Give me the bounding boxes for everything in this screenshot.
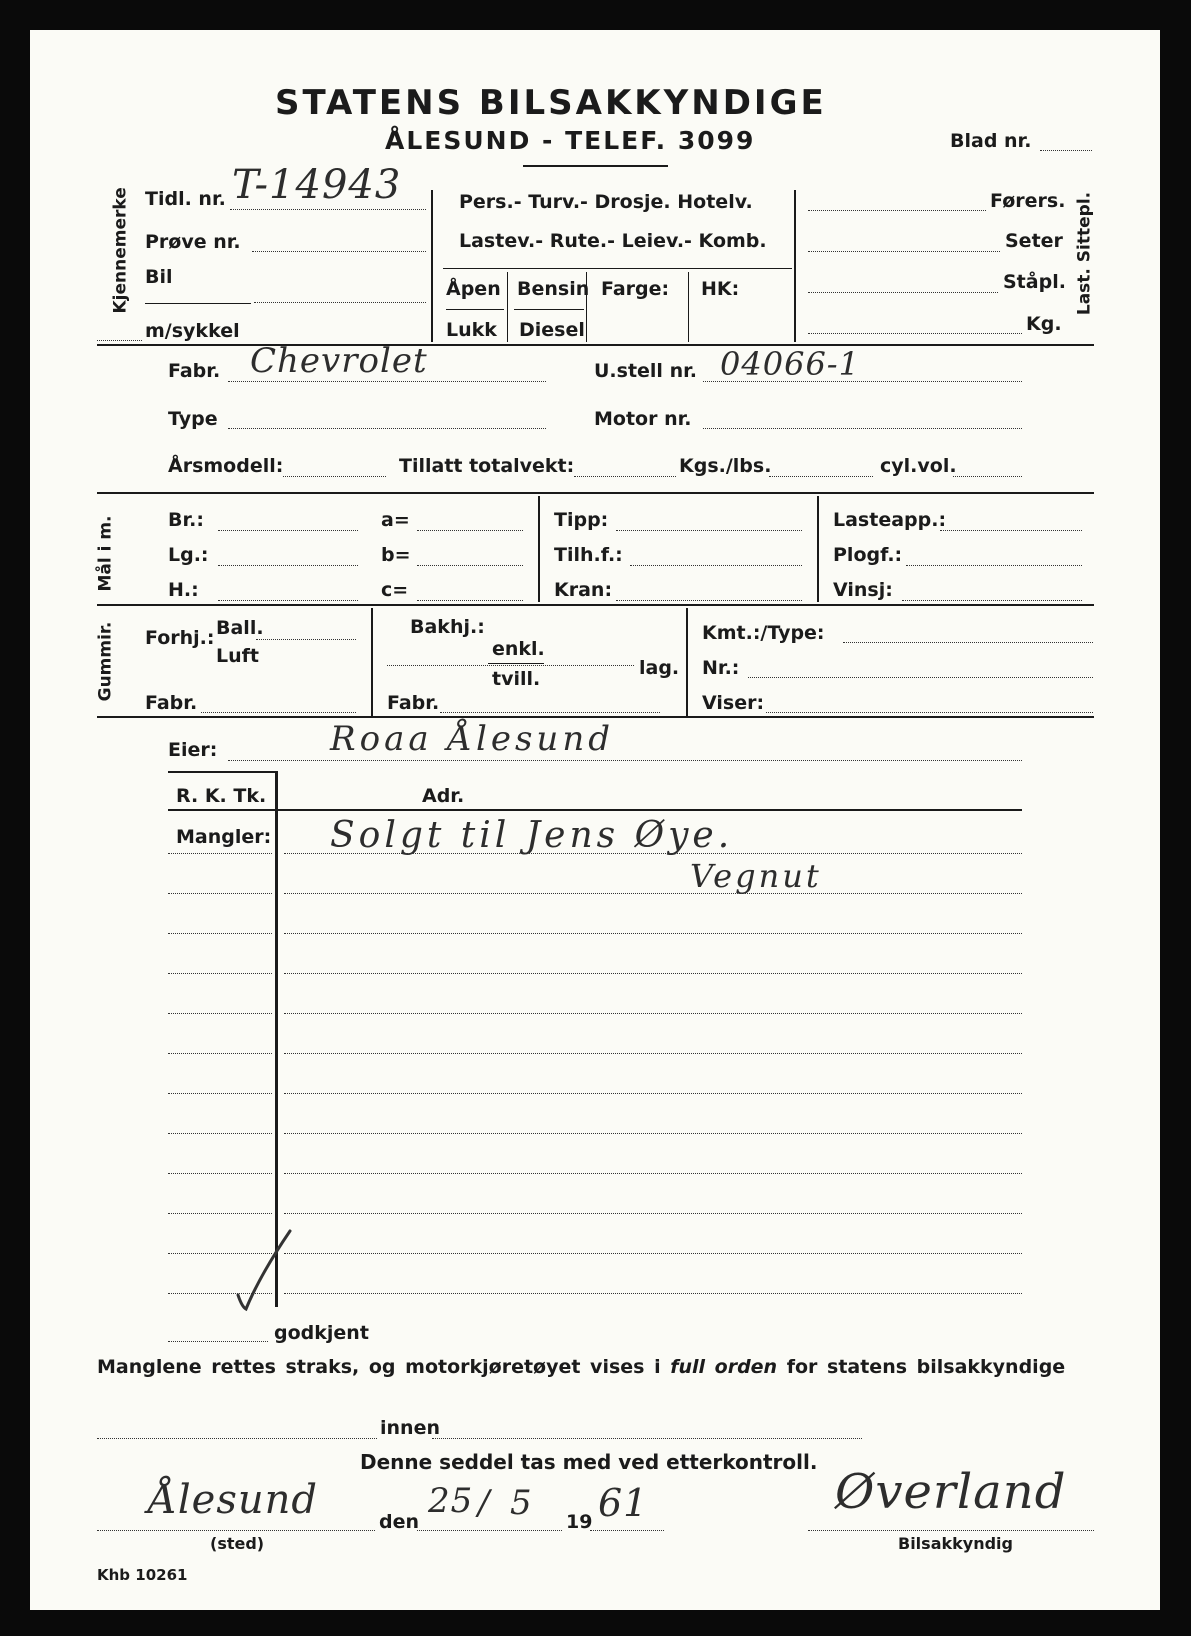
sted-value: Ålesund <box>148 1477 319 1523</box>
fabr-value: Chevrolet <box>250 341 428 381</box>
cyl-field <box>953 476 1022 477</box>
inspector-signature: Øverland <box>835 1464 1067 1520</box>
lukk-label: Lukk <box>446 319 497 341</box>
innen-field <box>432 1438 862 1439</box>
ball-label: Ball. <box>216 617 264 639</box>
adr-rule <box>168 809 1022 811</box>
den-label: den <box>379 1511 420 1533</box>
mangler-line1: Solgt til Jens Øye. <box>330 815 734 856</box>
rktk-label: R. K. Tk. <box>176 785 267 807</box>
divider-capacity <box>794 190 796 342</box>
rule-before-dimensions <box>97 492 1094 494</box>
kjennemerke-side-label: Kjennemerke <box>110 187 131 314</box>
tires-fabr1-field <box>201 712 356 713</box>
tillatt-field <box>574 476 676 477</box>
form-code: Khb 10261 <box>97 1566 188 1584</box>
kgs-label: Kgs./lbs. <box>679 455 772 477</box>
nr-field <box>748 677 1093 678</box>
godkjent-label: godkjent <box>274 1322 369 1344</box>
bakhj-label: Bakhj.: <box>410 616 485 638</box>
mangler-line <box>168 1213 272 1214</box>
eier-label: Eier: <box>168 739 218 761</box>
mangler-line <box>168 933 272 934</box>
tires-fabr1-label: Fabr. <box>145 692 198 714</box>
tilhf-field <box>630 565 802 566</box>
mangler-line2: Vegnut <box>690 857 822 895</box>
kmt-field <box>843 642 1093 643</box>
divider-apen <box>507 272 508 342</box>
bil-underline <box>145 303 251 304</box>
bil-label: Bil <box>145 266 173 288</box>
tidl-field <box>230 209 426 210</box>
eier-field <box>228 760 1022 761</box>
lg-field <box>218 565 358 566</box>
lg-label: Lg.: <box>168 544 209 566</box>
tires-side-label: Gummir. <box>95 621 116 702</box>
fabr-field <box>228 381 546 382</box>
kran-label: Kran: <box>554 579 613 601</box>
bensin-rule <box>514 309 584 310</box>
stapl-field <box>808 292 998 293</box>
b-label: b= <box>381 544 411 566</box>
tvill-label: tvill. <box>492 668 541 690</box>
fabr-label: Fabr. <box>168 360 221 382</box>
mangler-line <box>168 1133 272 1134</box>
motor-label: Motor nr. <box>594 408 692 430</box>
sted-field <box>97 1530 375 1531</box>
seter-label: Seter <box>1005 230 1063 252</box>
blad-label: Blad nr. <box>950 130 1032 152</box>
mangler-line <box>168 853 272 854</box>
rule-before-tires <box>97 604 1094 606</box>
type-field <box>228 428 546 429</box>
forhj-label: Forhj.: <box>145 627 215 649</box>
lasteapp-field <box>940 530 1082 531</box>
prove-label: Prøve nr. <box>145 231 241 253</box>
msykkel-lead-field <box>97 340 142 341</box>
apen-rule <box>446 309 504 310</box>
forers-label: Førers. <box>990 190 1066 212</box>
kgs-field <box>769 476 873 477</box>
bensin-label: Bensin <box>517 278 590 300</box>
sted-label: (sted) <box>210 1534 265 1553</box>
mangler-line <box>284 1293 1022 1294</box>
nr-label: Nr.: <box>702 657 740 679</box>
rule-after-tires <box>97 716 1094 718</box>
mangler-line <box>284 853 1022 854</box>
farge-label: Farge: <box>601 278 670 300</box>
type-label: Type <box>168 408 218 430</box>
signature-field <box>808 1530 1094 1531</box>
tires-fabr2-label: Fabr. <box>387 692 440 714</box>
notice-text: Manglene rettes straks, og motorkjøretøyet vises i full orden for statens bilsakkyndige <box>97 1356 1066 1378</box>
divider-farge <box>688 272 689 342</box>
adr-label: Adr. <box>422 785 465 807</box>
dimensions-side-label: Mål i m. <box>95 515 116 592</box>
vinsj-field <box>902 600 1082 601</box>
title-rule <box>523 165 668 167</box>
h-field <box>218 600 358 601</box>
checkmark-icon <box>230 1225 300 1315</box>
rule-after-header <box>97 344 1094 346</box>
divider-tires-2 <box>686 608 688 716</box>
kg-field <box>808 333 1022 334</box>
luft-label: Luft <box>216 645 259 667</box>
year-value: 61 <box>598 1481 649 1525</box>
a-field <box>417 530 523 531</box>
tidl-label: Tidl. nr. <box>145 188 226 210</box>
enkl-tvill-rule <box>488 663 544 664</box>
blad-field <box>1040 150 1092 151</box>
kmt-label: Kmt.:/Type: <box>702 622 825 644</box>
bil-field <box>254 302 426 303</box>
mangler-line <box>168 1173 272 1174</box>
date-month: 5 <box>510 1483 533 1523</box>
stapl-label: Ståpl. <box>1003 271 1066 293</box>
mangler-line <box>284 1093 1022 1094</box>
enkl-label: enkl. <box>492 638 545 660</box>
etterkontroll-text: Denne seddel tas med ved etterkontroll. <box>360 1450 818 1474</box>
hk-label: HK: <box>701 278 740 300</box>
mangler-line <box>284 1213 1022 1214</box>
br-label: Br.: <box>168 509 204 531</box>
h-label: H.: <box>168 579 199 601</box>
viser-field <box>766 712 1093 713</box>
mangler-line <box>284 933 1022 934</box>
tipp-label: Tipp: <box>554 509 609 531</box>
lag-label: lag. <box>639 657 680 679</box>
mangler-line <box>168 973 272 974</box>
prove-field <box>252 251 426 252</box>
br-field <box>218 530 358 531</box>
mangler-line <box>168 1053 272 1054</box>
date-field <box>417 1530 562 1531</box>
godkjent-field <box>168 1341 268 1342</box>
kran-field <box>616 600 802 601</box>
diesel-label: Diesel <box>519 319 585 341</box>
divider-dim-2 <box>817 496 819 602</box>
tidl-value: T-14943 <box>232 162 402 208</box>
year-field <box>590 1530 664 1531</box>
innen-label: innen <box>380 1417 440 1439</box>
vehicle-class-row2: Lastev.- Rute.- Leiev.- Komb. <box>459 230 767 252</box>
divider-tires-1 <box>371 608 373 716</box>
forers-field <box>808 210 986 211</box>
plogf-field <box>906 565 1082 566</box>
c-field <box>417 600 523 601</box>
viser-label: Viser: <box>702 692 765 714</box>
bilsakkyndig-label: Bilsakkyndig <box>898 1534 1013 1553</box>
plogf-label: Plogf.: <box>833 544 903 566</box>
tires-fabr2-field <box>440 712 660 713</box>
mangler-line <box>284 1013 1022 1014</box>
vehicle-class-row1: Pers.- Turv.- Drosje. Hotelv. <box>459 191 753 213</box>
mangler-line <box>284 1173 1022 1174</box>
rktk-top-rule <box>168 771 278 773</box>
tilhf-label: Tilh.f.: <box>554 544 623 566</box>
mangler-line <box>284 973 1022 974</box>
mangler-label: Mangler: <box>176 826 272 848</box>
divider-kjennemerke <box>431 190 433 342</box>
kg-label: Kg. <box>1026 313 1062 335</box>
innen-lead-field <box>97 1438 377 1439</box>
arsmodell-field <box>283 476 386 477</box>
arsmodell-label: Årsmodell: <box>168 455 284 477</box>
ball-field <box>256 639 356 640</box>
year-prefix: 19 <box>566 1511 593 1533</box>
vehicle-class-rule <box>443 268 792 269</box>
form-subtitle: ÅLESUND - TELEF. 3099 <box>385 126 756 155</box>
eier-value: Roaa Ålesund <box>330 719 614 759</box>
apen-label: Åpen <box>446 278 501 300</box>
msykkel-label: m/sykkel <box>145 320 240 342</box>
lasteapp-label: Lasteapp.: <box>833 509 947 531</box>
capacity-side-label: Last. Sittepl. <box>1074 191 1095 316</box>
tipp-field <box>616 530 802 531</box>
mangler-line <box>284 1133 1022 1134</box>
motor-field <box>703 428 1022 429</box>
divider-dim-1 <box>538 496 540 602</box>
bakhj-field <box>387 665 634 666</box>
tillatt-label: Tillatt totalvekt: <box>399 455 575 477</box>
mangler-line <box>284 1253 1022 1254</box>
a-label: a= <box>381 509 410 531</box>
ustell-label: U.stell nr. <box>594 360 697 382</box>
date-separator: / <box>478 1483 491 1523</box>
mangler-line <box>284 893 1022 894</box>
vinsj-label: Vinsj: <box>833 579 893 601</box>
divider-fuel <box>586 272 587 342</box>
mangler-line <box>168 893 272 894</box>
b-field <box>417 565 523 566</box>
seter-field <box>808 251 1000 252</box>
cyl-label: cyl.vol. <box>880 455 957 477</box>
ustell-value: 04066-1 <box>720 345 860 383</box>
mangler-line <box>284 1053 1022 1054</box>
form-title: STATENS BILSAKKYNDIGE <box>275 83 827 123</box>
mangler-line <box>168 1093 272 1094</box>
mangler-line <box>168 1013 272 1014</box>
date-day: 25 <box>428 1481 474 1521</box>
c-label: c= <box>381 579 409 601</box>
